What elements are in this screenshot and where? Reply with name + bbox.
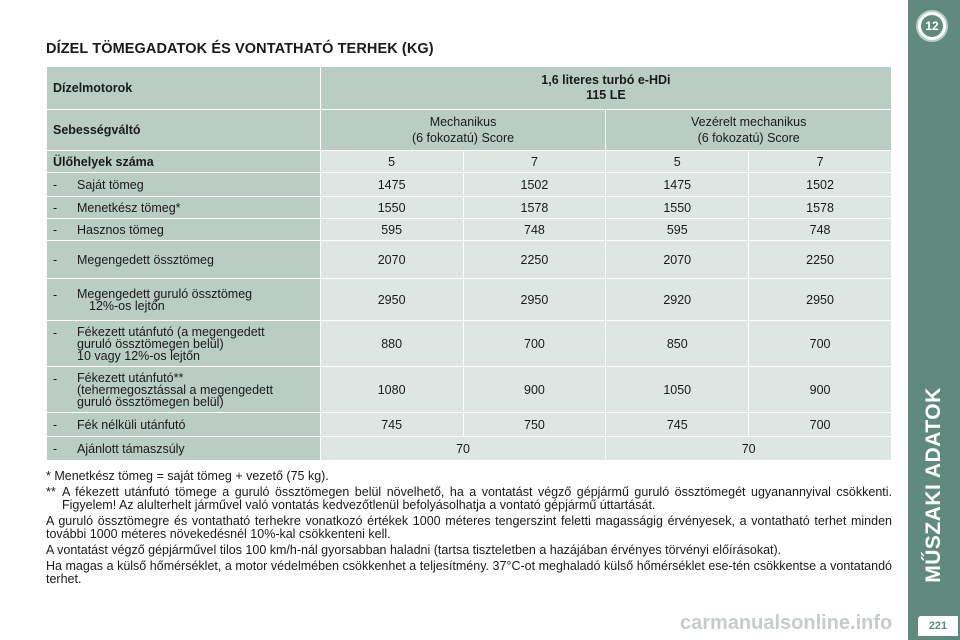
row-value: 1050 (606, 367, 749, 413)
seats-row (47, 151, 892, 173)
row-label-text: Fékezett utánfutó (a megengedett (77, 324, 265, 339)
row-value: 1578 (463, 197, 606, 219)
note-paragraph: A guruló össztömegre és vontatható terhekre vonatkozó értékek 1000 méteres tengerszint feletti magasságig érvényesek, a vontatható terhet minden további 1000 méteres növekedésnél 10%-kal csökkenteni kell. (46, 514, 892, 541)
table-row (47, 279, 892, 321)
row-label-text: Saját tömeg (77, 177, 144, 192)
row-label-text: guruló össztömegen belül) (77, 336, 224, 351)
row-value: 700 (749, 413, 892, 437)
footnote-mark: ** (46, 485, 56, 499)
gearbox-manual-line2: (6 fokozatú) Score (411, 131, 515, 145)
seats-value: 5 (320, 151, 463, 173)
row-value: 700 (749, 321, 892, 367)
row-value: 2250 (463, 241, 606, 279)
row-label: - Hasznos tömeg (47, 219, 321, 241)
row-label-text: Hasznos tömeg (77, 222, 164, 237)
row-value: 880 (320, 321, 463, 367)
support-value: 70 (606, 437, 892, 461)
row-label: - Fékezett utánfutó** (tehermegosztással a megengedett guruló össztömegen belül) (47, 367, 321, 413)
chapter-badge (916, 10, 948, 42)
row-value: 1475 (320, 173, 463, 197)
row-value: 1502 (463, 173, 606, 197)
row-value: 1550 (606, 197, 749, 219)
row-value: 1080 (320, 367, 463, 413)
row-label: - Fék nélküli utánfutó (47, 413, 321, 437)
page-number: 221 (918, 616, 958, 636)
row-value: 595 (606, 219, 749, 241)
table-row (47, 219, 892, 241)
row-value: 1475 (606, 173, 749, 197)
row-value: 750 (463, 413, 606, 437)
gearbox-label: Sebességváltó (47, 110, 321, 151)
table-row (47, 413, 892, 437)
row-value: 2950 (463, 279, 606, 321)
gearbox-automated (606, 110, 892, 151)
gearbox-automated-line2: (6 fokozatú) Score (697, 131, 800, 145)
table-row (47, 173, 892, 197)
row-value: 2070 (606, 241, 749, 279)
row-label: - Menetkész tömeg* (47, 197, 321, 219)
gearbox-row (47, 110, 892, 151)
row-value: 900 (463, 367, 606, 413)
row-value: 2950 (320, 279, 463, 321)
gearbox-manual (320, 110, 606, 151)
row-label-text: Menetkész tömeg* (77, 200, 181, 215)
row-value: 850 (606, 321, 749, 367)
row-value: 2920 (606, 279, 749, 321)
weights-table (46, 66, 892, 461)
seats-value: 5 (606, 151, 749, 173)
engine-power: 115 LE (586, 88, 626, 102)
row-value: 1550 (320, 197, 463, 219)
table-row (47, 241, 892, 279)
seats-value: 7 (749, 151, 892, 173)
seats-value: 7 (463, 151, 606, 173)
footnote-double-star (46, 486, 892, 512)
row-value: 595 (320, 219, 463, 241)
row-label-text: Fékezett utánfutó** (77, 370, 184, 385)
table-row (47, 321, 892, 367)
side-title: MŰSZAKI ADATOK (922, 387, 945, 583)
row-value: 748 (749, 219, 892, 241)
row-label-text: Megengedett össztömeg (77, 252, 214, 267)
row-label-text: Ajánlott támaszsúly (77, 441, 185, 456)
row-label-text: Fék nélküli utánfutó (77, 417, 186, 432)
engine-name: 1,6 literes turbó e-HDi (541, 73, 671, 87)
row-label-text: 10 vagy 12%-os lejtőn (77, 348, 200, 363)
table-row (47, 437, 892, 461)
page-title: DÍZEL TÖMEGADATOK ÉS VONTATHATÓ TERHEK (KG) (46, 41, 434, 57)
gearbox-manual-line1: Mechanikus (429, 115, 497, 129)
row-value: 2250 (749, 241, 892, 279)
row-label-text: 12%-os lejtőn (89, 298, 165, 313)
footnote-star: * Menetkész tömeg = saját tömeg + vezető (75 kg). (46, 469, 329, 483)
row-value: 745 (320, 413, 463, 437)
table-row (47, 197, 892, 219)
note-paragraph: A vontatást végző gépjárművel tilos 100 km/h-nál gyorsabban haladni (tartsa tiszteletben a hazájában érvényes törvényi előírásokat). (46, 543, 782, 557)
engine-header (320, 67, 891, 110)
support-value: 70 (320, 437, 606, 461)
row-label: - Ajánlott támaszsúly (47, 437, 321, 461)
seats-label: Ülőhelyek száma (47, 151, 321, 173)
row-value: 748 (463, 219, 606, 241)
footnote-text: A fékezett utánfutó tömege a guruló össztömegen belül növelhető, ha a vontatást végző gépjármű guruló össztömegét ugyanannyival csökkenti. Figyelem! Az alulterhelt járművel való vontatás kedvezőtlenül befolyásolhatja a vontató gépjármű úttartását. (62, 485, 892, 512)
row-value: 700 (463, 321, 606, 367)
row-value: 900 (749, 367, 892, 413)
footnotes (46, 470, 892, 589)
row-label: - Saját tömeg (47, 173, 321, 197)
row-value: 1578 (749, 197, 892, 219)
row-value: 745 (606, 413, 749, 437)
row-value: 2950 (749, 279, 892, 321)
table-row (47, 367, 892, 413)
row-label: - Megengedett össztömeg (47, 241, 321, 279)
engine-label: Dízelmotorok (47, 67, 321, 110)
row-label-text: guruló össztömegen belül) (77, 394, 224, 409)
row-label: - Fékezett utánfutó (a megengedett guruló össztömegen belül) 10 vagy 12%-os lejtőn (47, 321, 321, 367)
row-label-text: (tehermegosztással a megengedett (77, 382, 273, 397)
row-value: 1502 (749, 173, 892, 197)
gearbox-automated-line1: Vezérelt mechanikus (691, 115, 807, 129)
watermark: carmanualsonline.info (680, 612, 893, 634)
chapter-number: 12 (921, 15, 943, 37)
note-paragraph: Ha magas a külső hőmérséklet, a motor védelmében csökkenhet a teljesítmény. 37°C-ot meghaladó külső hőmérséklet ese-tén csökkentse a vontatandó terhet. (46, 559, 892, 586)
side-title-container (908, 380, 960, 590)
engine-row (47, 67, 892, 110)
row-value: 2070 (320, 241, 463, 279)
row-label: - Megengedett guruló össztömeg 12%-os lejtőn (47, 279, 321, 321)
row-label-text: Megengedett guruló össztömeg (77, 286, 253, 301)
